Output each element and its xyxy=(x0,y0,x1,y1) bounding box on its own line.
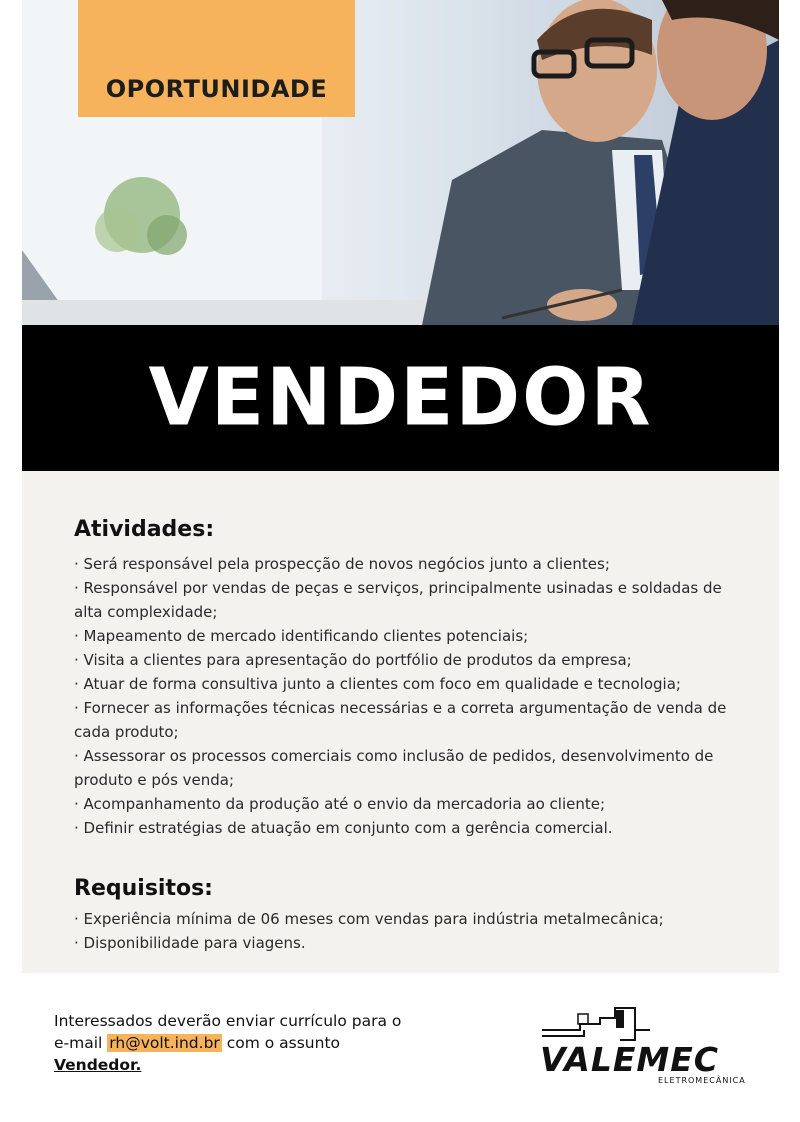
list-item: · Acompanhamento da produção até o envio da mercadoria ao cliente; xyxy=(74,795,606,813)
requisitos-list xyxy=(74,907,746,955)
email-subject: Vendedor. xyxy=(54,1056,142,1074)
list-item: · Será responsável pela prospecção de novos negócios junto a clientes; xyxy=(74,555,610,573)
atividades-heading: Atividades: xyxy=(74,517,215,542)
opportunity-badge xyxy=(78,0,355,117)
email-prefix: e-mail xyxy=(54,1034,108,1052)
list-item: · Experiência mínima de 06 meses com vendas para indústria metalmecânica; xyxy=(74,910,664,928)
list-item: · Responsável por vendas de peças e serviços, principalmente usinadas e soldadas de alta complexidade; xyxy=(74,579,722,621)
opportunity-badge-label: OPORTUNIDADE xyxy=(105,75,328,103)
application-instructions xyxy=(54,1010,434,1076)
list-item: · Disponibilidade para viagens. xyxy=(74,934,306,952)
list-item: · Visita a clientes para apresentação do portfólio de produtos da empresa; xyxy=(74,651,632,669)
atividades-list xyxy=(74,552,746,840)
instructions-line-1: Interessados deverão enviar currículo para o xyxy=(54,1012,402,1030)
instructions-line-3 xyxy=(54,1054,434,1076)
email-suffix: com o assunto xyxy=(221,1034,341,1052)
requisitos-heading: Requisitos: xyxy=(74,876,213,901)
list-item: · Atuar de forma consultiva junto a clientes com foco em qualidade e tecnologia; xyxy=(74,675,681,693)
list-item: · Definir estratégias de atuação em conjunto com a gerência comercial. xyxy=(74,819,613,837)
instructions-line-2 xyxy=(54,1032,434,1054)
list-item: · Fornecer as informações técnicas necessárias e a correta argumentação de venda de cada produto; xyxy=(74,699,727,741)
logo-tagline: ELETROMECÂNICA xyxy=(658,1076,746,1085)
logo-wordmark: VALEMEC xyxy=(540,1040,720,1079)
list-item: · Assessorar os processos comerciais como inclusão de pedidos, desenvolvimento de produto e pós venda; xyxy=(74,747,714,789)
valemec-logo xyxy=(540,1000,762,1092)
list-item: · Mapeamento de mercado identificando clientes potenciais; xyxy=(74,627,529,645)
email-link[interactable]: rh@volt.ind.br xyxy=(109,1034,220,1052)
job-title: VENDEDOR xyxy=(148,352,653,444)
job-title-banner xyxy=(22,325,779,471)
